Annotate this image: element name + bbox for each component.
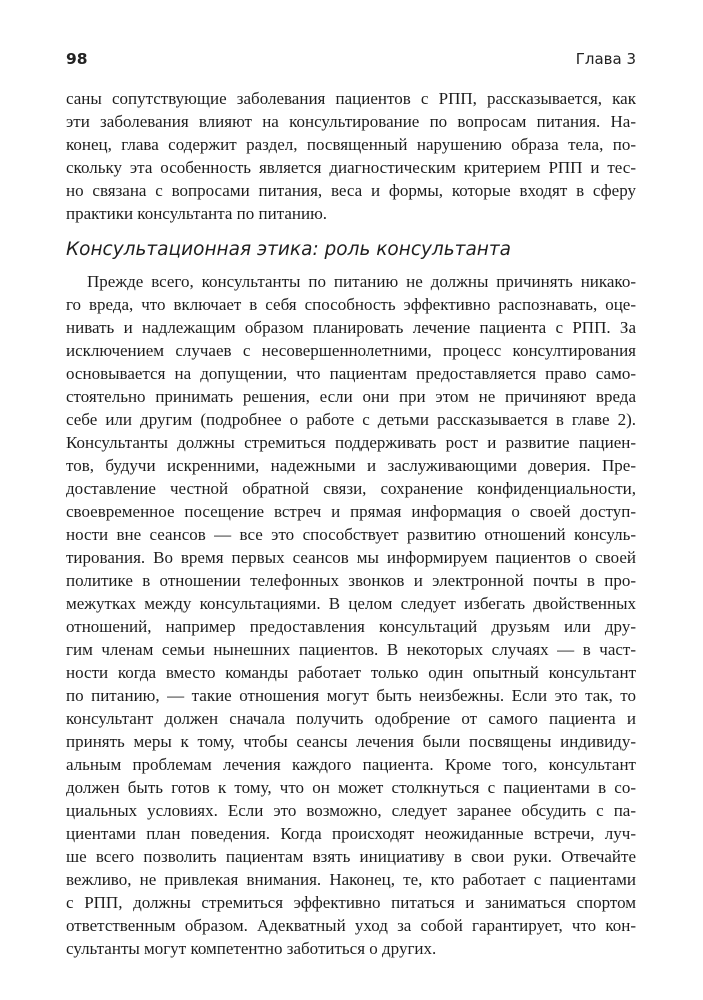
- text-line: ности вне сеансов — все это способствует развитию отношений консуль-: [66, 525, 636, 544]
- text-line: конец, глава содержит раздел, посвященный нарушению образа тела, по-: [66, 135, 636, 154]
- text-line: тов, будучи искренними, надежными и заслуживающими доверия. Пре-: [66, 456, 636, 475]
- text-line: сультанты могут компетентно заботиться о других.: [66, 939, 437, 958]
- text-line: Консультанты должны стремиться поддерживать рост и развитие пациен-: [66, 433, 636, 452]
- text-line: основывается на допущении, что пациентам предоставляется право само-: [66, 364, 636, 383]
- text-line: стоятельно принимать решения, если они при этом не причиняют вреда: [66, 387, 636, 406]
- text-line: ше всего позволить пациентам взять инициативу в свои руки. Отвечайте: [66, 847, 636, 866]
- text-line: эти заболевания влияют на консультирование по вопросам питания. На-: [66, 112, 636, 131]
- text-line: межутках между консультациями. В целом следует избегать двойственных: [66, 594, 636, 613]
- text-line: го вреда, что включает в себя способность эффективно распознавать, оце-: [66, 295, 636, 314]
- text-line: исключением случаев с несовершеннолетними, процесс консултирования: [66, 341, 636, 360]
- text-line: циентами план поведения. Когда происходят неожиданные встречи, луч-: [66, 824, 636, 843]
- text-line: себе или другим (подробнее о работе с детьми рассказывается в главе 2).: [66, 410, 636, 429]
- text-line: отношений, например предоставления консультаций друзьям или дру-: [66, 617, 636, 636]
- text-line: ответственным образом. Адекватный уход за собой гарантирует, что кон-: [66, 916, 636, 935]
- text-line: политике в отношении телефонных звонков и электронной почты в про-: [66, 571, 636, 590]
- text-line: консультант должен сначала получить одобрение от самого пациента и: [66, 709, 636, 728]
- page-number: 98: [66, 50, 88, 68]
- text-line: должен быть готов к тому, что он может столкнуться с пациентами в со-: [66, 778, 636, 797]
- text-line: с РПП, должны стремиться эффективно питаться и заниматься спортом: [66, 893, 636, 912]
- text-line: Прежде всего, консультанты по питанию не должны причинять никако-: [87, 272, 636, 291]
- running-header: [66, 50, 636, 74]
- text-line: нивать и надлежащим образом планировать лечение пациента с РПП. За: [66, 318, 636, 337]
- text-line: но связана с вопросами питания, веса и формы, которые входят в сферу: [66, 181, 636, 200]
- text-line: тирования. Во время первых сеансов мы информируем пациентов о своей: [66, 548, 636, 567]
- text-line: гим членам семьи нынешних пациентов. В некоторых случаях — в част-: [66, 640, 636, 659]
- text-line: вежливо, не привлекая внимания. Наконец, те, кто работает с пациентами: [66, 870, 636, 889]
- text-line: практики консультанта по питанию.: [66, 204, 328, 223]
- text-line: своевременное посещение встреч и прямая информация о своей доступ-: [66, 502, 636, 521]
- text-line: доставление честной обратной связи, сохранение конфиденциальности,: [66, 479, 636, 498]
- chapter-title: Глава 3: [575, 50, 636, 68]
- text-line: принять меры к тому, чтобы сеансы лечения были посвящены индивиду-: [66, 732, 636, 751]
- text-line: скольку эта особенность является диагностическим критерием РПП и тес-: [66, 158, 636, 177]
- section-heading: Консультационная этика: роль консультанта: [66, 239, 511, 260]
- text-line: саны сопутствующие заболевания пациентов с РПП, рассказывается, как: [66, 89, 636, 108]
- text-line: ности когда вместо команды работает только один опытный консультант: [66, 663, 636, 682]
- text-line: альным проблемам лечения каждого пациента. Кроме того, консультант: [66, 755, 636, 774]
- text-line: по питанию, — такие отношения могут быть неизбежны. Если это так, то: [66, 686, 636, 705]
- text-line: циальных условиях. Если это возможно, следует заранее обсудить с па-: [66, 801, 636, 820]
